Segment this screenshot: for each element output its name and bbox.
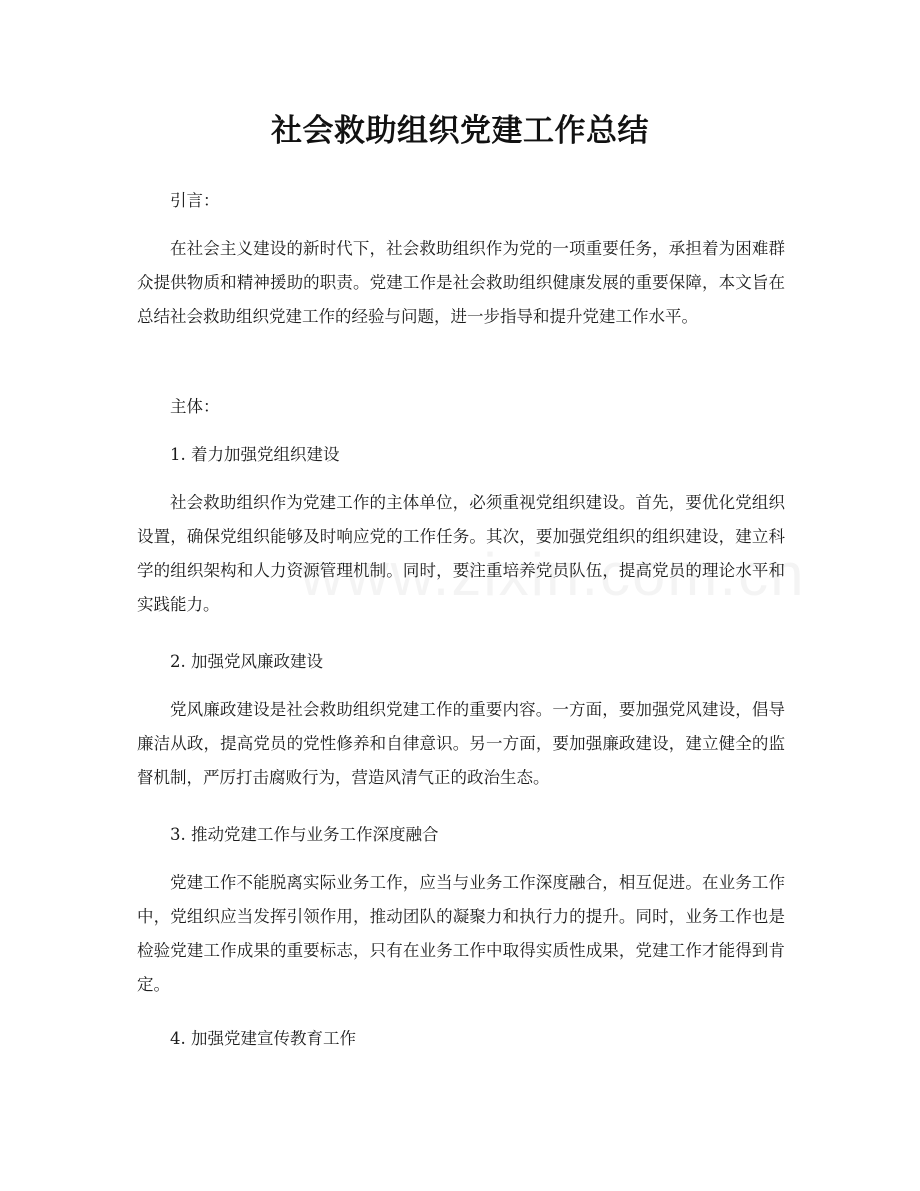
section-heading-3: 3. 推动党建工作与业务工作深度融合 [170,825,439,844]
section-paragraph-2: 党风廉政建设是社会救助组织党建工作的重要内容。一方面，要加强党风建设，倡导廉洁从政，提高党员的党性修养和自律意识。另一方面，要加强廉政建设，建立健全的监督机制，严厉打击腐败行为，营造风清气正的政治生态。 [137,700,785,787]
intro-paragraph: 在社会主义建设的新时代下，社会救助组织作为党的一项重要任务，承担着为困难群众提供物质和精神援助的职责。党建工作是社会救助组织健康发展的重要保障，本文旨在总结社会救助组织党建工作的经验与问题，进一步指导和提升党建工作水平。 [137,239,785,326]
section-paragraph-3: 党建工作不能脱离实际业务工作，应当与业务工作深度融合，相互促进。在业务工作中，党组织应当发挥引领作用，推动团队的凝聚力和执行力的提升。同时，业务工作也是检验党建工作成果的重要标志，只有在业务工作中取得实质性成果，党建工作才能得到肯定。 [137,873,785,994]
page-title: 社会救助组织党建工作总结 [271,113,649,149]
section-heading-1: 1. 着力加强党组织建设 [170,445,340,464]
section-paragraph-1: 社会救助组织作为党建工作的主体单位，必须重视党组织建设。首先，要优化党组织设置，确保党组织能够及时响应党的工作任务。其次，要加强党组织的组织建设，建立科学的组织架构和人力资源管理机制。同时，要注重培养党员队伍，提高党员的理论水平和实践能力。 [137,493,785,614]
section-heading-4: 4. 加强党建宣传教育工作 [170,1029,356,1048]
intro-label: 引言： [170,191,220,210]
body-label: 主体： [170,397,220,416]
section-heading-2: 2. 加强党风廉政建设 [170,652,323,671]
